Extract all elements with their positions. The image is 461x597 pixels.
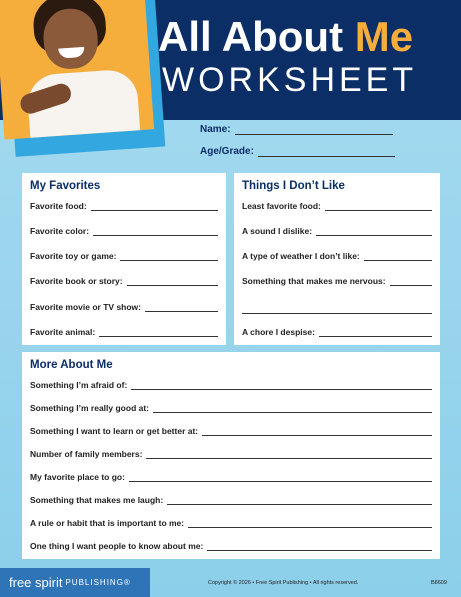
more-answer-line[interactable]: [131, 380, 432, 390]
dislikes-answer-line[interactable]: [364, 251, 432, 261]
more-field-row: [30, 472, 432, 482]
page-title: [158, 12, 448, 62]
favorites-field-row: [30, 276, 218, 286]
dislikes-field-row: [242, 226, 432, 236]
favorites-field-row: [30, 302, 218, 312]
page-subtitle: WORKSHEET: [162, 61, 418, 99]
favorites-answer-line[interactable]: [93, 226, 218, 236]
dislikes-field-label: A chore I despise:: [242, 327, 315, 337]
copyright: Copyright © 2026 • Free Spirit Publishing • All rights reserved.: [208, 580, 359, 586]
favorites-title: My Favorites: [30, 180, 101, 192]
brand-logo: [0, 568, 150, 597]
name-field[interactable]: [235, 124, 393, 135]
dislikes-answer-line[interactable]: [319, 327, 432, 337]
favorites-field-label: Favorite color:: [30, 226, 90, 236]
more-field-row: [30, 426, 432, 436]
dislikes-field-row: [242, 327, 432, 337]
name-label: Name:: [200, 124, 231, 135]
more-field-label: Something I want to learn or get better at:: [30, 426, 199, 436]
more-field-row: [30, 541, 432, 551]
favorites-field-label: Favorite food:: [30, 201, 87, 211]
favorites-field-row: [30, 251, 218, 261]
dislikes-title: Things I Don’t Like: [242, 180, 345, 192]
favorites-answer-line[interactable]: [91, 201, 218, 211]
product-code: B8609: [431, 580, 447, 586]
dislikes-answer-line[interactable]: [390, 276, 432, 286]
brand-sub: PUBLISHING®: [65, 578, 131, 587]
more-field-row: [30, 495, 432, 505]
favorites-card: [22, 173, 226, 345]
favorites-field-label: Favorite toy or game:: [30, 251, 117, 261]
brand-main: free spirit: [9, 575, 63, 590]
favorites-field-row: [30, 226, 218, 236]
more-field-label: Something I’m really good at:: [30, 403, 150, 413]
more-answer-line[interactable]: [202, 426, 432, 436]
name-row: [200, 124, 393, 135]
dislikes-field-row: [242, 201, 432, 211]
title-accent: Me: [354, 13, 414, 60]
more-about-me-card: [22, 352, 440, 559]
child-photo-icon: [0, 0, 165, 158]
dislikes-extra-answer-line[interactable]: [242, 313, 432, 314]
more-field-label: My favorite place to go:: [30, 472, 125, 482]
more-answer-line[interactable]: [153, 403, 432, 413]
more-field-row: [30, 449, 432, 459]
dislikes-answer-line[interactable]: [316, 226, 432, 236]
favorites-field-row: [30, 327, 218, 337]
favorites-answer-line[interactable]: [99, 327, 218, 337]
more-answer-line[interactable]: [207, 541, 432, 551]
age-label: Age/Grade:: [200, 146, 254, 157]
favorites-field-label: Favorite book or story:: [30, 276, 123, 286]
more-field-row: [30, 518, 432, 528]
favorites-answer-line[interactable]: [145, 302, 218, 312]
more-field-label: Something I’m afraid of:: [30, 380, 128, 390]
dislikes-field-label: A type of weather I don’t like:: [242, 251, 360, 261]
more-field-row: [30, 403, 432, 413]
more-field-label: Number of family members:: [30, 449, 143, 459]
more-field-label: Something that makes me laugh:: [30, 495, 164, 505]
more-field-label: One thing I want people to know about me:: [30, 541, 204, 551]
dislikes-field-row: [242, 276, 432, 286]
dislikes-card: [234, 173, 440, 345]
more-field-row: [30, 380, 432, 390]
favorites-field-label: Favorite movie or TV show:: [30, 302, 141, 312]
more-answer-line[interactable]: [167, 495, 432, 505]
dislikes-field-row: [242, 251, 432, 261]
dislikes-field-label: Least favorite food:: [242, 201, 321, 211]
favorites-field-label: Favorite animal:: [30, 327, 96, 337]
more-answer-line[interactable]: [129, 472, 432, 482]
photo-frame: [0, 0, 154, 140]
favorites-answer-line[interactable]: [120, 251, 218, 261]
more-field-label: A rule or habit that is important to me:: [30, 518, 185, 528]
more-answer-line[interactable]: [188, 518, 432, 528]
age-row: [200, 146, 395, 157]
footer: [0, 568, 461, 597]
dislikes-field-label: Something that makes me nervous:: [242, 276, 386, 286]
favorites-field-row: [30, 201, 218, 211]
age-field[interactable]: [258, 146, 395, 157]
more-title: More About Me: [30, 359, 113, 371]
favorites-answer-line[interactable]: [127, 276, 218, 286]
title-main: All About: [158, 13, 355, 60]
dislikes-field-label: A sound I dislike:: [242, 226, 313, 236]
dislikes-answer-line[interactable]: [325, 201, 432, 211]
more-answer-line[interactable]: [146, 449, 432, 459]
